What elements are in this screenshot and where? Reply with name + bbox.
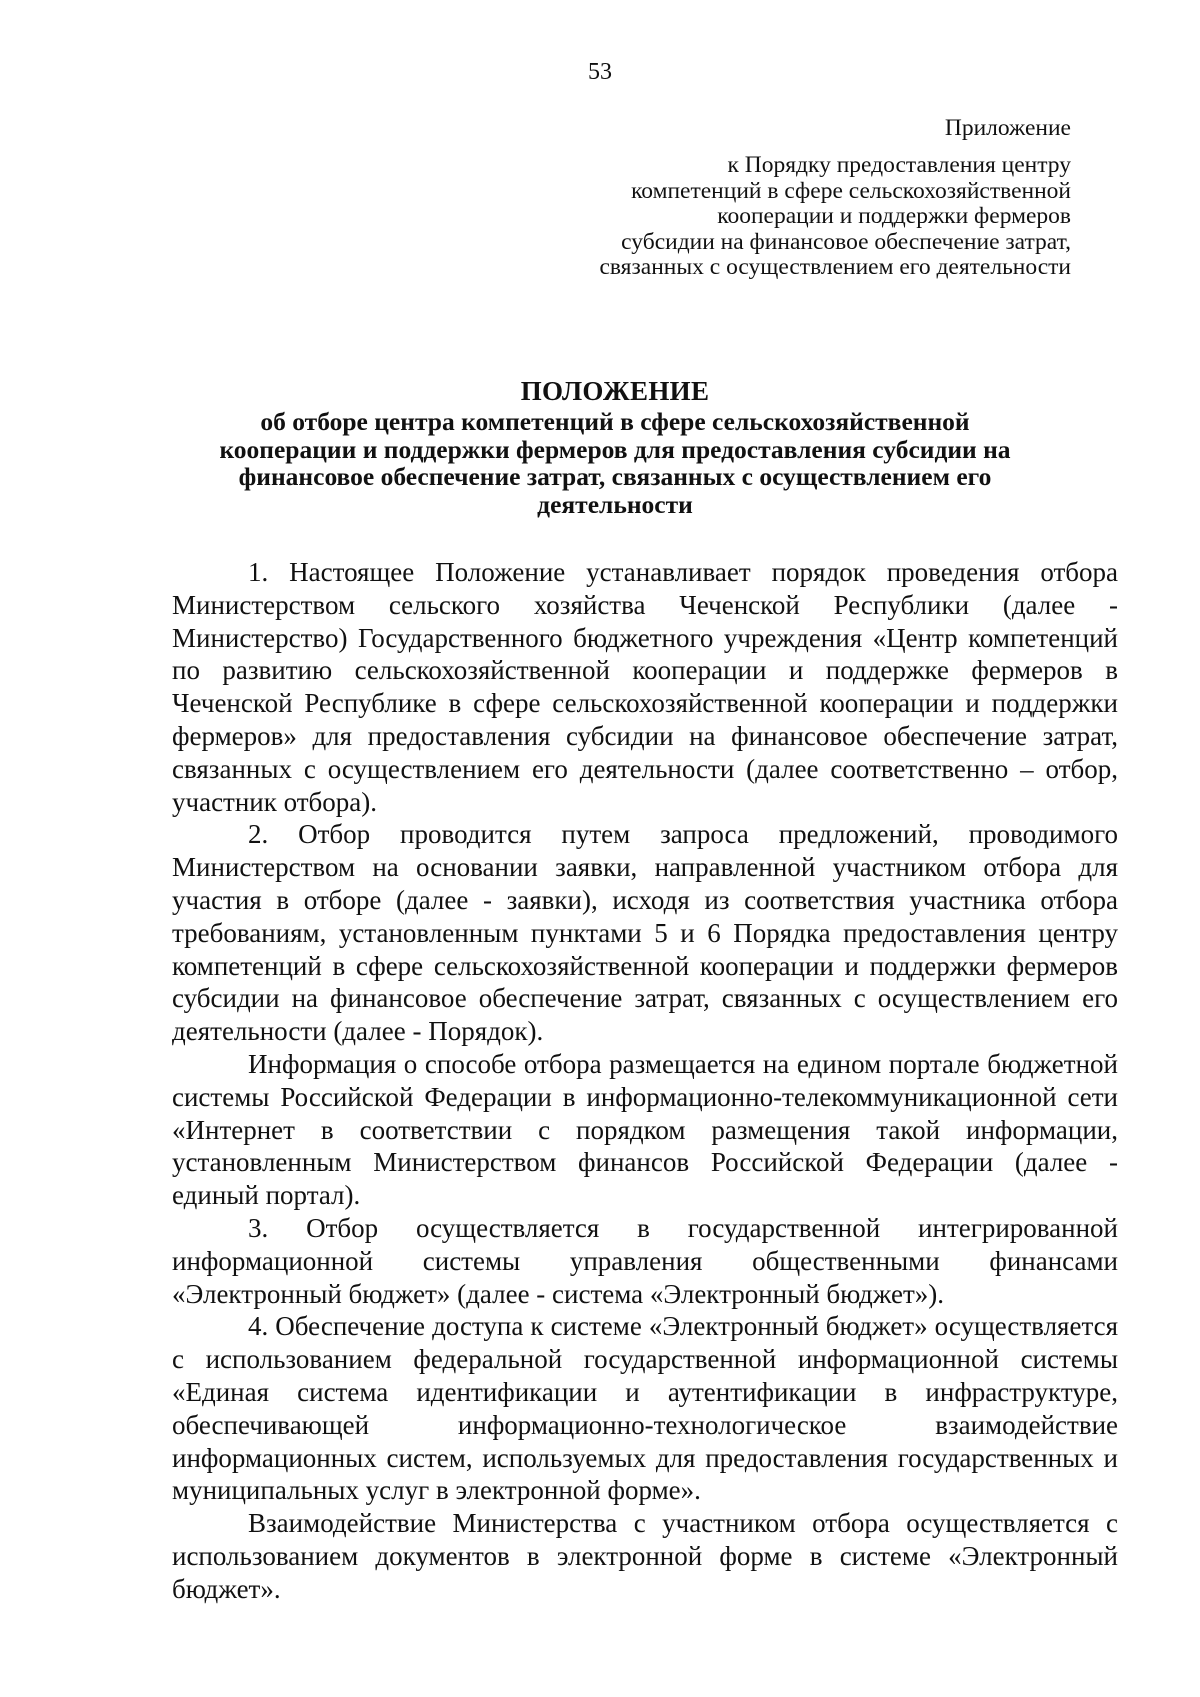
heading-title: ПОЛОЖЕНИЕ bbox=[520, 376, 710, 406]
appendix-title: Приложение bbox=[944, 115, 1071, 141]
paragraph-2: 2. Отбор проводится путем запроса предложений, проводимого Министерством на основании заявки, направленной участником отбора для участия в отборе (далее - заявки), исходя из соответствия участника отбора требованиям, установленным пунктами 5 и 6 Порядка предоставления центру компетенций в сфере сельскохозяйственной кооперации и поддержки фермеров субсидии на финансовое обеспечение затрат, связанных с осуществлением его деятельности (далее - Порядок). bbox=[172, 819, 1118, 1047]
heading-subtitle-line: деятельности bbox=[537, 489, 693, 519]
paragraph-3: 3. Отбор осуществляется в государственной интегрированной информационной системы управления общественными финансами «Электронный бюджет» (далее - система «Электронный бюджет»). bbox=[172, 1212, 1118, 1309]
paragraph-1: 1. Настоящее Положение устанавливает порядок проведения отбора Министерством сельского хозяйства Чеченской Республики (далее - Министерство) Государственного бюджетного учреждения «Центр компетенций по развитию сельскохозяйственной кооперации и поддержке фермеров в Чеченской Республике в сфере сельскохозяйственной кооперации и поддержки фермеров» для предоставления субсидии на финансовое обеспечение затрат, связанных с осуществлением его деятельности (далее соответственно – отбор, участник отбора). bbox=[172, 557, 1118, 817]
heading-subtitle-line: финансовое обеспечение затрат, связанных с осуществлением его bbox=[238, 462, 992, 491]
appendix-line: к Порядку предоставления центру bbox=[727, 152, 1071, 178]
paragraph-2-info: Информация о способе отбора размещается на едином портале бюджетной системы Российской Федерации в информационно-телекоммуникационной сети «Интернет в соответствии с порядком размещения такой информации, установленным Министерством финансов Российской Федерации (далее - единый портал). bbox=[172, 1048, 1118, 1211]
heading-subtitle-line: кооперации и поддержки фермеров для предоставления субсидии на bbox=[219, 434, 1011, 464]
paragraph-4: 4. Обеспечение доступа к системе «Электронный бюджет» осуществляется с использованием федеральной государственной информационной системы «Единая система идентификации и аутентификации в инфраструктуре, обеспечивающей информационно-технологическое взаимодействие информационных систем, используемых для предоставления государственных и муниципальных услуг в электронной форме». bbox=[172, 1311, 1118, 1506]
appendix-line: субсидии на финансовое обеспечение затрат, bbox=[621, 228, 1071, 255]
appendix-block bbox=[511, 114, 1071, 281]
document-body bbox=[172, 556, 1118, 1606]
paragraph-4-interaction: Взаимодействие Министерства с участником отбора осуществляется с использованием документов в электронной форме в системе «Электронный бюджет». bbox=[172, 1508, 1118, 1604]
document-heading bbox=[190, 374, 1040, 518]
page-number: 53 bbox=[588, 59, 612, 85]
heading-subtitle-line: об отборе центра компетенций в сфере сельскохозяйственной bbox=[260, 407, 970, 436]
appendix-line: компетенций в сфере сельскохозяйственной bbox=[631, 177, 1071, 204]
appendix-line: связанных с осуществлением его деятельности bbox=[599, 254, 1071, 280]
appendix-line: кооперации и поддержки фермеров bbox=[717, 203, 1071, 229]
